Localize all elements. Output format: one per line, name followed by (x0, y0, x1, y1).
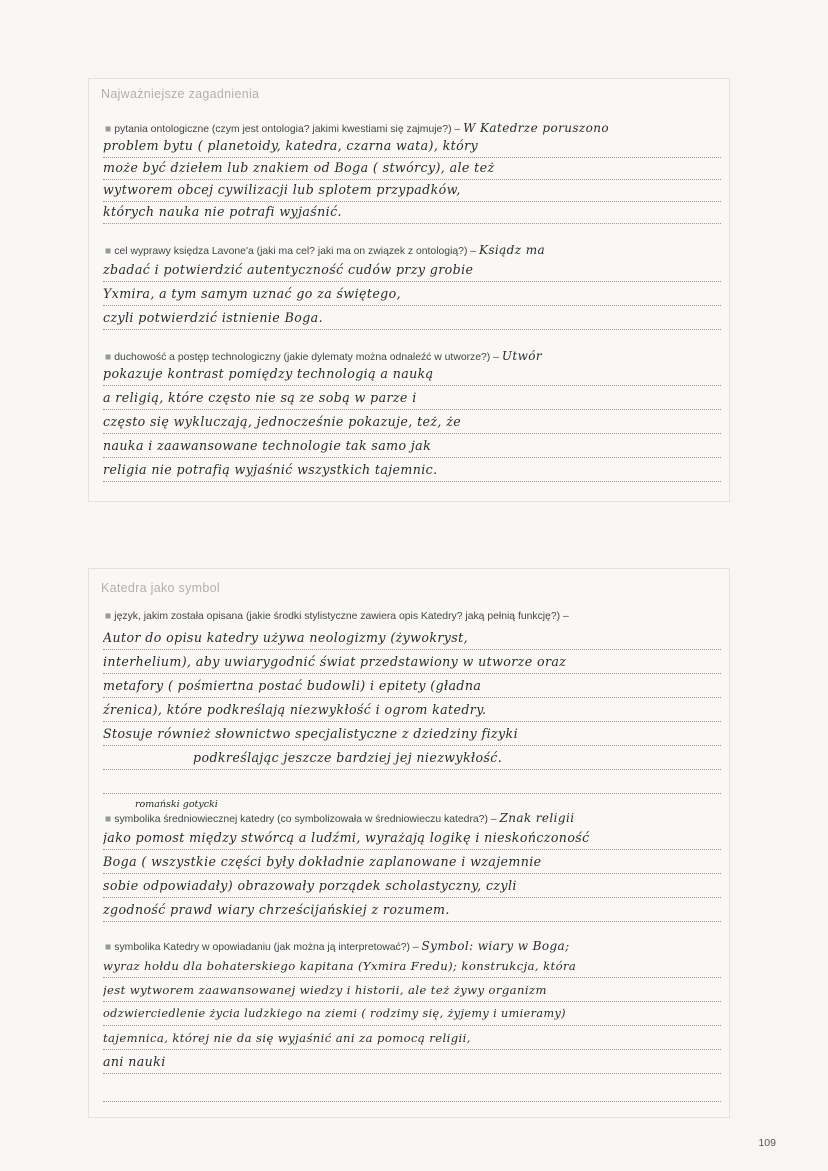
question-expedition: ■ cel wyprawy księdza Lavone'a (jaki ma cel? jaki ma on związek z ontologią?) – Ksiądz ma (105, 243, 546, 257)
answer-line: źrenica), które podkreślają niezwykłość i ogrom katedry. (103, 699, 721, 722)
answer-line: Stosuje również słownictwo specjalistyczne z dziedziny fizyki (103, 723, 721, 746)
answer-line: jako pomost między stwórcą a ludźmi, wyrażają logikę i nieskończoność (103, 827, 721, 850)
answer-line: wyraz hołdu dla bohaterskiego kapitana (Yxmira Fredu); konstrukcja, która (103, 955, 721, 978)
answer-line: zgodność prawd wiary chrześcijańskiej z rozumem. (103, 899, 721, 922)
bullet-icon: ■ (105, 246, 112, 257)
page-number: 109 (758, 1137, 776, 1149)
question-language: ■ język, jakim została opisana (jakie środki stylistyczne zawiera opis Katedry? jaką pełnią funkcję?) – (105, 611, 569, 622)
answer-start: Utwór (501, 349, 543, 363)
answer-line: często się wykluczają, jednocześnie pokazuje, też, że (103, 411, 721, 434)
empty-answer-line (103, 1079, 721, 1102)
section-cathedral-symbol (88, 568, 730, 1118)
question-medieval-symbolism: ■ symbolika średniowiecznej katedry (co symbolizowała w średniowieczu katedra?) – Znak religii (105, 811, 575, 825)
answer-line: jest wytworem zaawansowanej wiedzy i historii, ale też żywy organizm (103, 979, 721, 1002)
answer-line: metafory ( pośmiertna postać budowli) i epitety (gładna (103, 675, 721, 698)
answer-line: pokazuje kontrast pomiędzy technologią a nauką (103, 363, 721, 386)
answer-start: Ksiądz ma (478, 243, 546, 257)
answer-line: wytworem obcej cywilizacji lub splotem przypadków, (103, 179, 721, 202)
answer-line: Autor do opisu katedry używa neologizmy (żywokryst, (103, 627, 721, 650)
answer-start: Znak religii (499, 811, 575, 825)
answer-line: sobie odpowiadały) obrazowały porządek scholastyczny, czyli (103, 875, 721, 898)
answer-line: może być dziełem lub znakiem od Boga ( stwórcy), ale też (103, 157, 721, 180)
bullet-icon: ■ (105, 942, 112, 953)
answer-start: W Katedrze poruszono (463, 121, 609, 135)
answer-line: których nauka nie potrafi wyjaśnić. (103, 201, 721, 224)
answer-line: Yxmira, a tym samym uznać go za świętego, (103, 283, 721, 306)
empty-answer-line (103, 771, 721, 794)
bullet-icon: ■ (105, 611, 112, 622)
answer-line: zbadać i potwierdzić autentyczność cudów przy grobie (103, 259, 721, 282)
answer-line: Boga ( wszystkie części były dokładnie zaplanowane i wzajemnie (103, 851, 721, 874)
bullet-icon: ■ (105, 814, 112, 825)
question-story-symbolism: ■ symbolika Katedry w opowiadaniu (jak można ją interpretować?) – Symbol: wiary w Boga; (105, 939, 570, 953)
answer-line: religia nie potrafią wyjaśnić wszystkich tajemnic. (103, 459, 721, 482)
section-key-issues (88, 78, 730, 502)
answer-line: czyli potwierdzić istnienie Boga. (103, 307, 721, 330)
question-ontology: ■ pytania ontologiczne (czym jest ontologia? jakimi kwestiami się zajmuje?) – W Katedrze poruszono (105, 121, 609, 135)
section-title: Najważniejsze zagadnienia (101, 87, 260, 101)
answer-line: problem bytu ( planetoidy, katedra, czarna wata), który (103, 135, 721, 158)
handwritten-note: romański gotycki (135, 799, 218, 810)
answer-line: podkreślając jeszcze bardziej jej niezwykłość. (103, 747, 721, 770)
answer-line: tajemnica, której nie da się wyjaśnić ani za pomocą religii, (103, 1027, 721, 1050)
bullet-icon: ■ (105, 352, 112, 363)
answer-line: a religią, które często nie są ze sobą w parze i (103, 387, 721, 410)
answer-line: odzwierciedlenie życia ludzkiego na ziemi ( rodzimy się, żyjemy i umieramy) (103, 1003, 721, 1026)
answer-line: ani nauki (103, 1051, 721, 1074)
answer-line: interhelium), aby uwiarygodnić świat przedstawiony w utworze oraz (103, 651, 721, 674)
bullet-icon: ■ (105, 124, 112, 135)
answer-line: nauka i zaawansowane technologie tak samo jak (103, 435, 721, 458)
answer-start: Symbol: wiary w Boga; (421, 939, 570, 953)
question-spirituality: ■ duchowość a postęp technologiczny (jakie dylematy można odnaleźć w utworze?) – Utwór (105, 349, 543, 363)
section-title: Katedra jako symbol (101, 581, 220, 595)
